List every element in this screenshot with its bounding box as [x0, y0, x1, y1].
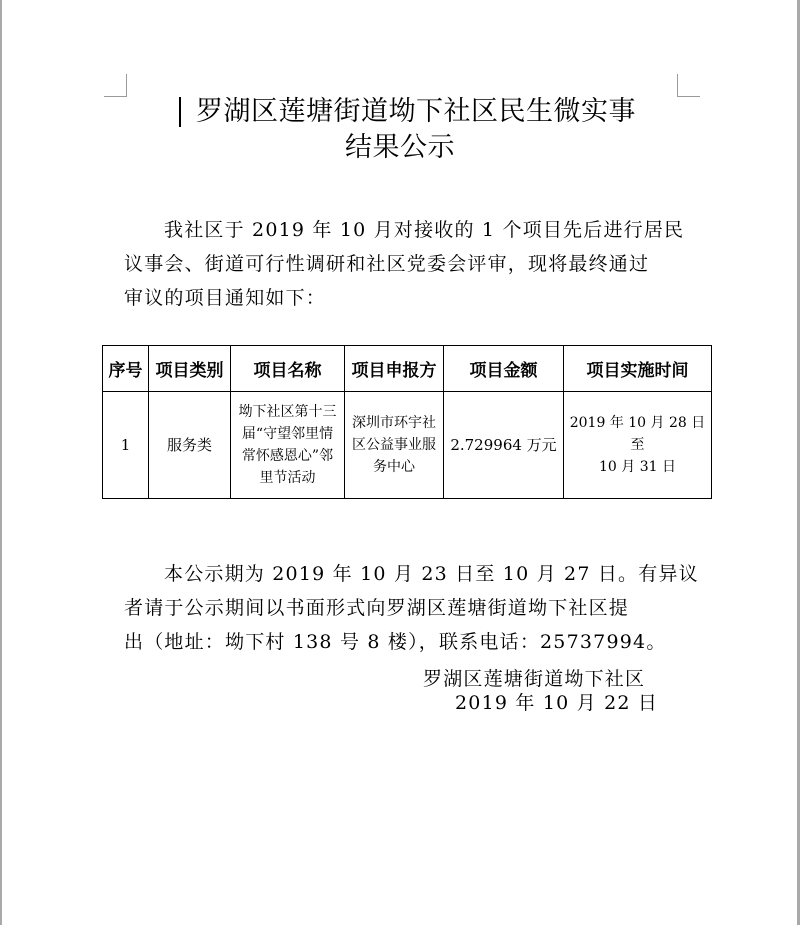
page-title-line2[interactable]: 结果公示: [345, 132, 455, 163]
cell-applicant[interactable]: [345, 392, 444, 499]
signature-date[interactable]: 2019 年 10 月 22 日: [455, 692, 659, 714]
intro-paragraph[interactable]: [124, 213, 684, 315]
cell-amount[interactable]: 2.729964 万元: [444, 392, 564, 499]
table-header-row: [103, 346, 712, 392]
signature-organization[interactable]: 罗湖区莲塘街道坳下社区: [423, 668, 646, 690]
notice-line: 本公示期为 2019 年 10 月 23 日至 10 月 27 日。有异议: [164, 563, 699, 585]
notice-line: 出（地址：坳下村 138 号 8 楼），联系电话：25737994。: [124, 631, 667, 653]
intro-line: 审议的项目通知如下：: [124, 287, 327, 309]
cell-name-line: 届“守望邻里情: [241, 426, 334, 442]
cell-category[interactable]: 服务类: [149, 392, 231, 499]
cell-name-line: 坳下社区第十三: [238, 404, 337, 420]
header-applicant[interactable]: 项目申报方: [345, 346, 444, 392]
header-name[interactable]: 项目名称: [231, 346, 345, 392]
cell-applicant-line: 区公益事业服: [352, 437, 436, 453]
cell-applicant-line: 务中心: [373, 459, 415, 475]
notice-line: 者请于公示期间以书面形式向罗湖区莲塘街道坳下社区提: [124, 597, 630, 619]
project-table[interactable]: [102, 345, 712, 499]
cell-period-line: 2019 年 10 月 28 日至: [569, 415, 706, 453]
cell-name-line: 常怀感恩心”邻: [241, 448, 334, 464]
cell-period-line: 10 月 31 日: [599, 459, 676, 475]
cell-period[interactable]: [564, 392, 712, 499]
intro-line: 我社区于 2019 年 10 月对接收的 1 个项目先后进行居民: [164, 219, 685, 241]
table-row: [103, 392, 712, 499]
header-amount[interactable]: 项目金额: [444, 346, 564, 392]
header-category[interactable]: 项目类别: [149, 346, 231, 392]
notice-paragraph[interactable]: [124, 557, 699, 659]
cell-name-line: 里节活动: [259, 470, 316, 486]
intro-line: 议事会、街道可行性调研和社区党委会评审，现将最终通过: [124, 253, 650, 275]
cell-name[interactable]: [231, 392, 345, 499]
cell-index[interactable]: 1: [103, 392, 149, 499]
page-title-line1[interactable]: 罗湖区莲塘街道坳下社区民生微实事: [196, 96, 636, 127]
cell-applicant-line: 深圳市环宇社: [352, 415, 436, 431]
header-index[interactable]: 序号: [103, 346, 149, 392]
header-period[interactable]: 项目实施时间: [564, 346, 712, 392]
